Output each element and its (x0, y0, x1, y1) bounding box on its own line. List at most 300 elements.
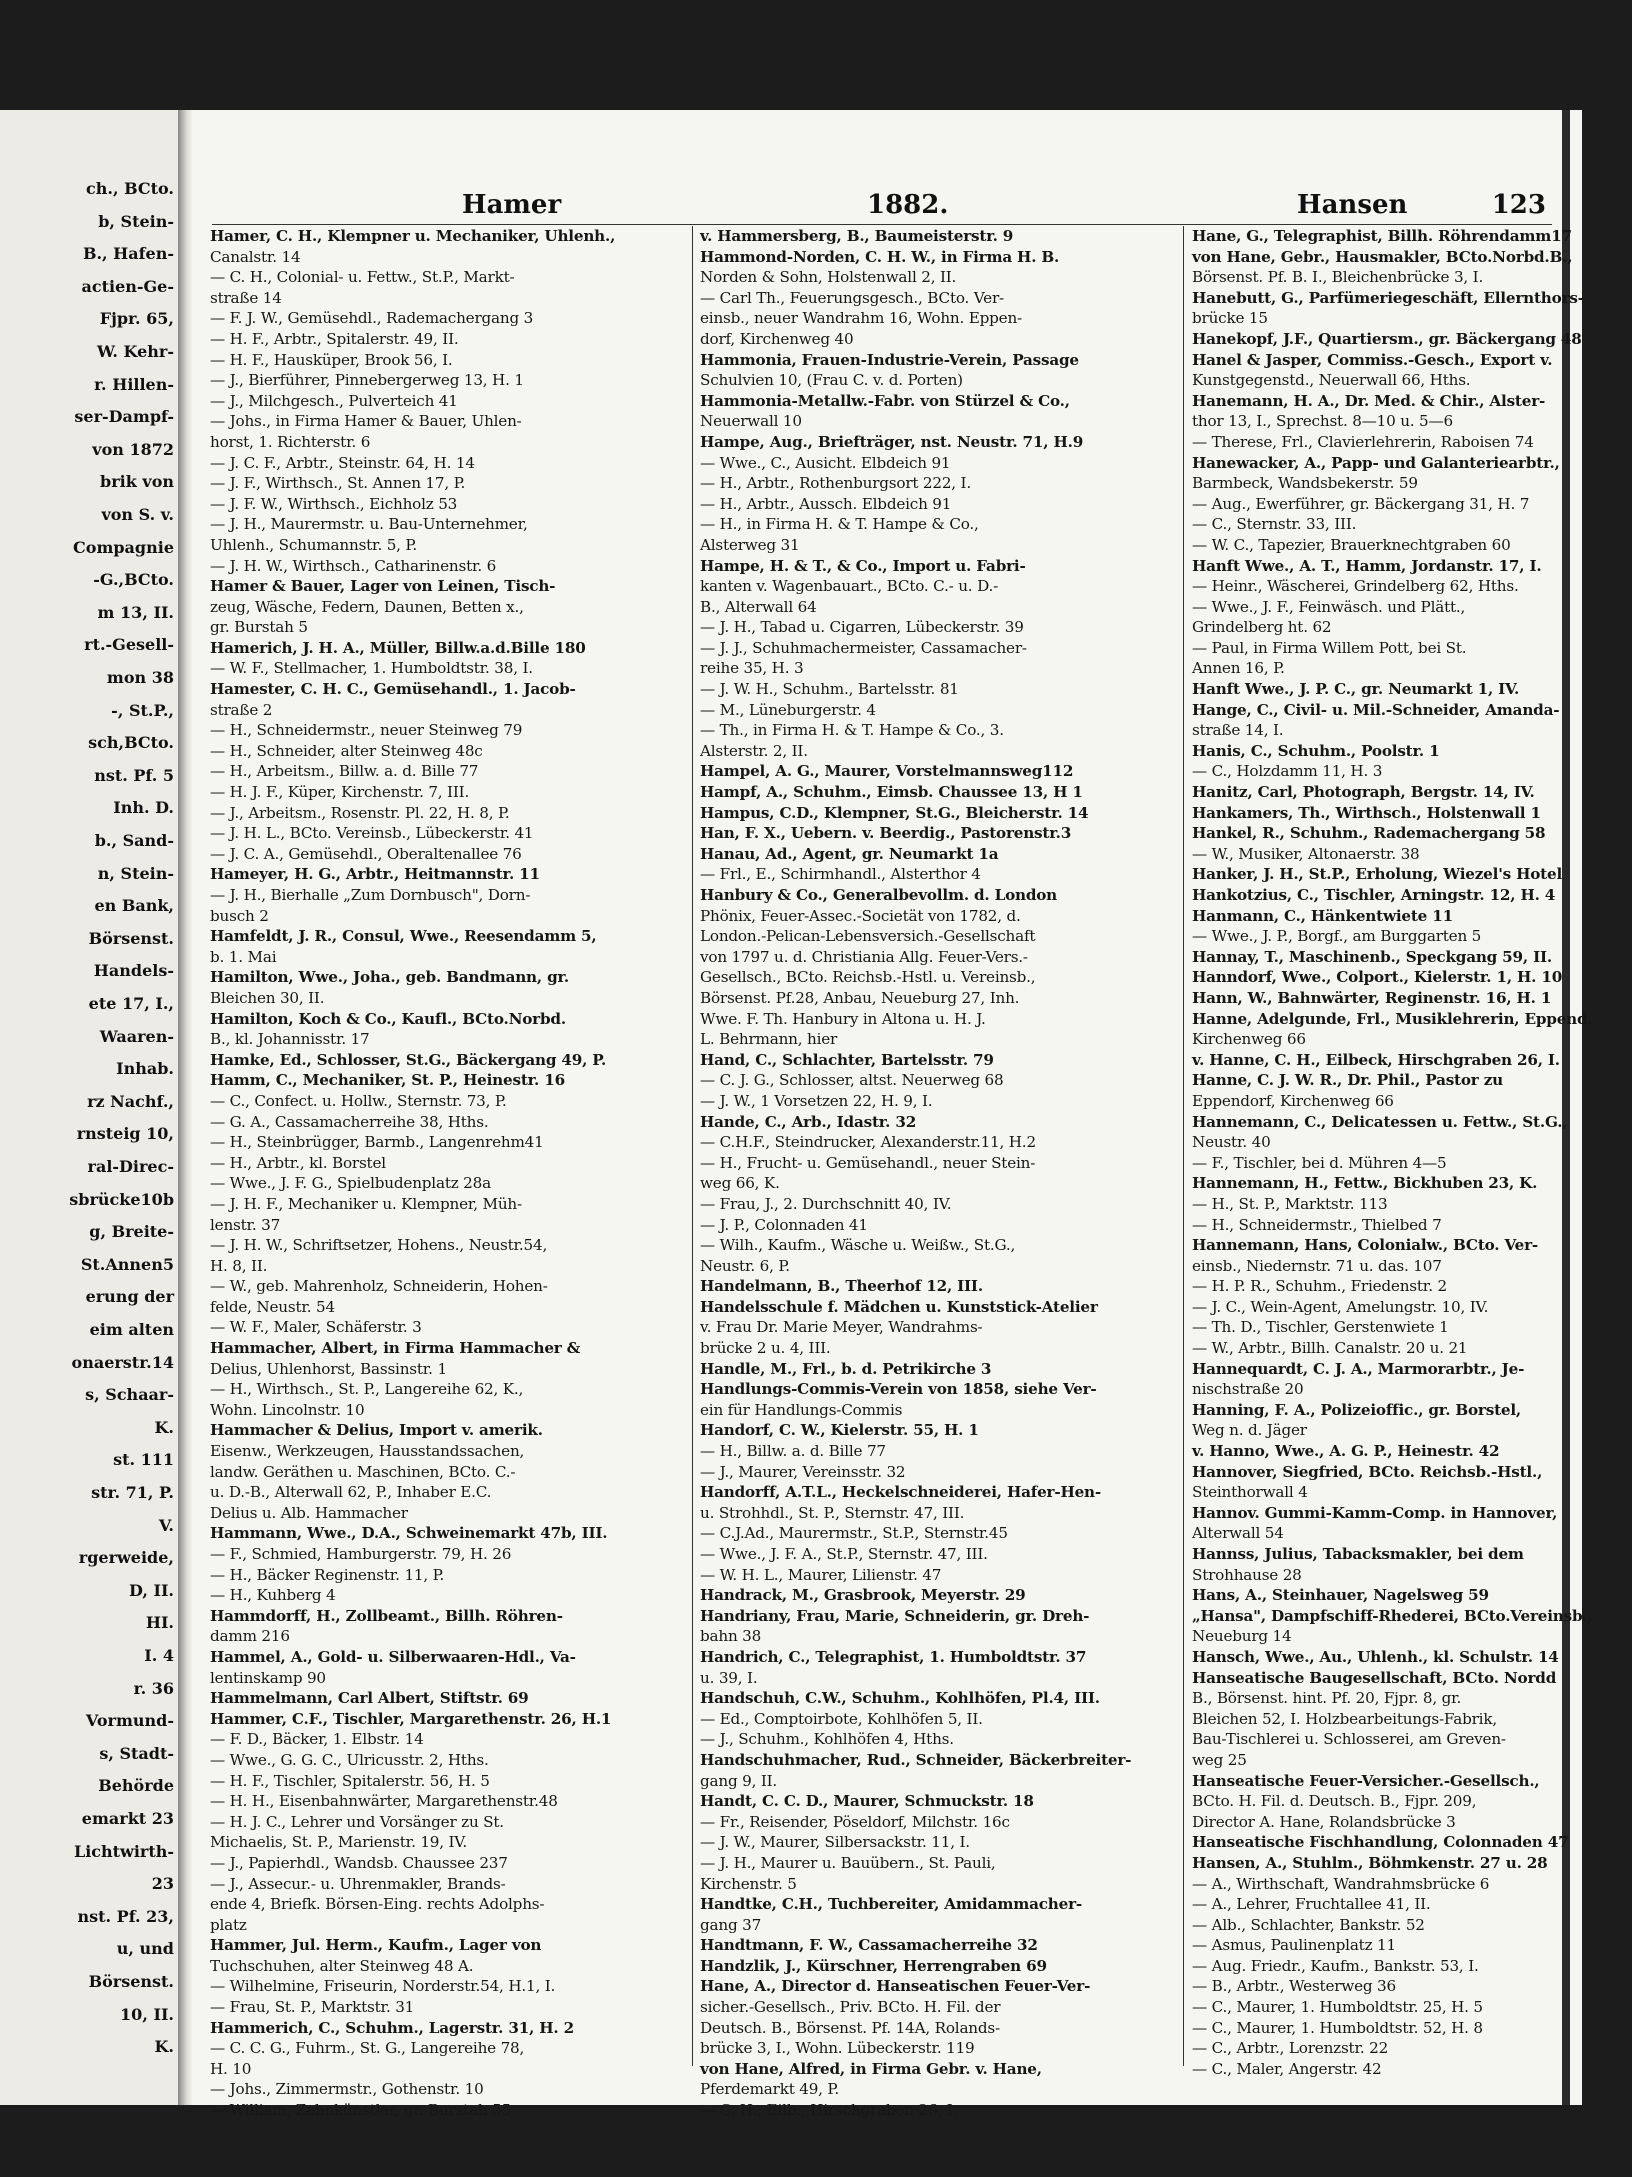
left-page-text-fragment: erung der (85, 1287, 174, 1307)
left-page-fragment (0, 110, 178, 2105)
directory-entry-line: Hamilton, Koch & Co., Kaufl., BCto.Norbd. (210, 1009, 566, 1028)
directory-entry-line: — Wilh., Kaufm., Wäsche u. Weißw., St.G., (700, 1236, 1016, 1255)
directory-entry-line: u. D.-B., Alterwall 62, P., Inhaber E.C. (210, 1483, 492, 1502)
directory-entry-line: — J. H. W., Wirthsch., Catharinenstr. 6 (210, 556, 497, 575)
directory-entry-line: — Wilhelmine, Friseurin, Norderstr.54, H.1, I. (210, 1977, 556, 1996)
directory-entry-line: B., kl. Johannisstr. 17 (210, 1030, 370, 1049)
left-page-text-fragment: nst. Pf. 5 (94, 765, 174, 785)
left-page-text-fragment: actien-Ge- (81, 276, 174, 296)
directory-entry-line: Alsterstr. 2, II. (700, 741, 808, 760)
directory-entry-line: — Wwe., J. F., Feinwäsch. und Plätt., (1192, 597, 1466, 616)
directory-entry-line: v. Frau Dr. Marie Meyer, Wandrahms- (700, 1318, 983, 1337)
directory-entry-line: Hammann, Wwe., D.A., Schweinemarkt 47b, III. (210, 1524, 608, 1543)
left-page-text-fragment: b, Stein- (98, 211, 174, 231)
left-page-text-fragment: Behörde (98, 1776, 174, 1796)
directory-entry-line: von Hane, Alfred, in Firma Gebr. v. Hane, (700, 2059, 1042, 2078)
directory-entry-line: — Ed., Comptoirbote, Kohlhöfen 5, II. (700, 1709, 983, 1728)
directory-entry-line: — C. H., Eilb., Hirschgraben 26, I. (700, 2101, 958, 2120)
directory-entry-line: — Frl., E., Schirmhandl., Alsterthor 4 (700, 865, 981, 884)
directory-entry-line: Hampe, Aug., Briefträger, nst. Neustr. 71, H.9 (700, 432, 1084, 451)
directory-entry-line: Bleichen 30, II. (210, 988, 325, 1007)
directory-entry-line: — W. C., Tapezier, Brauerknechtgraben 60 (1192, 535, 1511, 554)
directory-entry-line: Annen 16, P. (1192, 659, 1285, 678)
left-page-text-fragment: -G.,BCto. (93, 570, 174, 590)
left-page-text-fragment: W. Kehr- (96, 342, 174, 361)
directory-entry-line: Börsenst. Pf.28, Anbau, Neueburg 27, Inh. (700, 988, 1020, 1007)
directory-entry-line: — H., Arbtr., Rothenburgsort 222, I. (700, 474, 971, 493)
directory-entry-line: einsb., Niedernstr. 71 u. das. 107 (1192, 1256, 1442, 1275)
directory-entry-line: Hamke, Ed., Schlosser, St.G., Bäckergang 49, P. (210, 1050, 607, 1069)
left-page-text-fragment: ete 17, I., (88, 994, 174, 1013)
directory-entry-line: — J. W. H., Schuhm., Bartelsstr. 81 (700, 680, 959, 699)
directory-entry-line: — Frau, St. P., Marktstr. 31 (210, 1998, 415, 2017)
directory-entry-line: — Th., in Firma H. & T. Hampe & Co., 3. (700, 721, 1004, 740)
directory-entry-line: straße 14 (210, 288, 282, 307)
directory-entry-line: Alterwall 54 (1192, 1524, 1284, 1543)
directory-entry-line: Wwe. F. Th. Hanbury in Altona u. H. J. (700, 1009, 986, 1028)
directory-entry-line: Handrich, C., Telegraphist, 1. Humboldtstr. 37 (700, 1647, 1087, 1666)
directory-entry-line: Neustr. 40 (1192, 1133, 1271, 1152)
left-page-text-fragment: Börsenst. (88, 1972, 174, 1991)
directory-entry-line: von Hane, Gebr., Hausmakler, BCto.Norbd.B., (1192, 247, 1573, 266)
directory-entry-line: — Therese, Frl., Clavierlehrerin, Raboisen 74 (1192, 432, 1534, 451)
directory-entry-line: — F. J. W., Gemüsehdl., Rademachergang 3 (210, 309, 534, 328)
directory-entry-line: — J. H., Bierhalle „Zum Dornbusch", Dorn- (210, 886, 531, 904)
directory-entry-line: lentinskamp 90 (210, 1668, 326, 1687)
directory-entry-line: Hansen, A., Stuhlm., Böhmkenstr. 27 u. 28 (1192, 1853, 1548, 1872)
directory-entry-line: — W. F., Stellmacher, 1. Humboldtstr. 38, I. (210, 659, 533, 678)
left-page-text-fragment: nst. Pf. 23, (77, 1906, 174, 1926)
left-page-text-fragment: K. (154, 2037, 174, 2057)
directory-entry-line: Börsenst. Pf. B. I., Bleichenbrücke 3, I. (1192, 268, 1484, 287)
directory-entry-line: Hamer, C. H., Klempner u. Mechaniker, Uhlenh., (210, 227, 616, 245)
directory-entry-line: ein für Handlungs-Commis (700, 1400, 903, 1419)
left-page-text-fragment: st. 111 (113, 1450, 174, 1470)
directory-entry-line: — C., Holzdamm 11, H. 3 (1192, 762, 1383, 781)
left-page-text-fragment: en Bank, (94, 896, 174, 916)
left-page-text-fragment: ch., BCto. (86, 179, 174, 198)
directory-entry-line: Hannemann, Hans, Colonialw., BCto. Ver- (1192, 1236, 1539, 1255)
directory-entry-line: Hanseatische Fischhandlung, Colonnaden 47 (1192, 1833, 1569, 1852)
directory-entry-line: London.-Pelican-Lebensversich.-Gesellschaft (700, 927, 1036, 946)
directory-entry-line: Hankamers, Th., Wirthsch., Holstenwall 1 (1192, 803, 1541, 822)
directory-entry-line: — C., Arbtr., Lorenzstr. 22 (1192, 2039, 1389, 2058)
directory-entry-line: straße 2 (210, 700, 273, 719)
directory-entry-line: weg 25 (1192, 1750, 1247, 1769)
directory-entry-line: Hammacher, Albert, in Firma Hammacher & (210, 1339, 581, 1358)
left-page-text-fragment: s, Stadt- (99, 1743, 174, 1763)
directory-entry-line: Hanne, Adelgunde, Frl., Musiklehrerin, Eppend. (1192, 1009, 1593, 1028)
directory-entry-line: — J. H., Maurer u. Bauübern., St. Pauli, (700, 1853, 996, 1872)
directory-entry-line: Schulvien 10, (Frau C. v. d. Porten) (700, 371, 963, 390)
directory-entry-line: Hanning, F. A., Polizeioffic., gr. Borstel, (1192, 1400, 1522, 1419)
directory-entry-line: horst, 1. Richterstr. 6 (210, 432, 371, 451)
directory-entry-line: brücke 15 (1192, 309, 1268, 328)
directory-entry-line: — J. F., Wirthsch., St. Annen 17, P. (210, 474, 466, 493)
directory-entry-line: Handzlik, J., Kürschner, Herrengraben 69 (700, 1956, 1047, 1975)
directory-entry-line: Gesellsch., BCto. Reichsb.-Hstl. u. Vereinsb., (700, 968, 1036, 987)
directory-entry-line: — J., Assecur.- u. Uhrenmakler, Brands- (210, 1874, 506, 1893)
directory-entry-line: Director A. Hane, Rolandsbrücke 3 (1192, 1812, 1456, 1831)
left-page-text-fragment: St.Annen5 (80, 1254, 174, 1274)
directory-entry-line: Bau-Tischlerei u. Schlosserei, am Greven- (1192, 1730, 1506, 1749)
directory-entry-line: — Heinr., Wäscherei, Grindelberg 62, Hths. (1192, 577, 1519, 596)
left-page-text-fragment: g, Breite- (89, 1222, 174, 1242)
directory-entry-line: v. Hanne, C. H., Eilbeck, Hirschgraben 26, I. (1192, 1050, 1560, 1069)
directory-entry-line: Hannequardt, C. J. A., Marmorarbtr., Je- (1192, 1359, 1525, 1378)
directory-entry-line: Hammer, Jul. Herm., Kaufm., Lager von (210, 1936, 542, 1955)
directory-entry-line: — H., Arbtr., kl. Borstel (210, 1153, 386, 1172)
directory-entry-line: L. Behrmann, hier (700, 1030, 838, 1049)
directory-entry-line: Hammelmann, Carl Albert, Stiftstr. 69 (210, 1689, 529, 1708)
directory-entry-line: — H. J. C., Lehrer und Vorsänger zu St. (210, 1812, 504, 1831)
directory-entry-line: gang 9, II. (700, 1771, 778, 1790)
directory-entry-line: — C. J. G., Schlosser, altst. Neuerweg 68 (700, 1071, 1004, 1090)
directory-entry-line: — Wwe., J. F. G., Spielbudenplatz 28a (210, 1174, 491, 1193)
left-page-text-fragment: I. 4 (144, 1646, 174, 1665)
directory-entry-line: Michaelis, St. P., Marienstr. 19, IV. (210, 1833, 468, 1852)
directory-entry-line: landw. Geräthen u. Maschinen, BCto. C.- (210, 1462, 516, 1481)
directory-entry-line: Delius, Uhlenhorst, Bassinstr. 1 (210, 1359, 447, 1378)
directory-entry-line: straße 14, I. (1192, 721, 1284, 740)
directory-entry-line: — H. F., Arbtr., Spitalerstr. 49, II. (210, 329, 459, 348)
directory-entry-line: Hanmann, C., Hänkentwiete 11 (1192, 906, 1453, 925)
directory-entry-line: Handtmann, F. W., Cassamacherreihe 32 (700, 1936, 1038, 1955)
directory-entry-line: — Alb., Schlachter, Bankstr. 52 (1192, 1915, 1425, 1934)
directory-entry-line: Handschuh, C.W., Schuhm., Kohlhöfen, Pl.4, III. (700, 1689, 1100, 1708)
directory-entry-line: Hanft Wwe., J. P. C., gr. Neumarkt 1, IV. (1192, 680, 1520, 699)
left-page-text-fragment: von S. v. (101, 505, 174, 524)
directory-entry-line: — W., geb. Mahrenholz, Schneiderin, Hohen- (210, 1277, 548, 1296)
directory-entry-line: — J. H., Maurermstr. u. Bau-Unternehmer, (210, 515, 528, 534)
directory-entry-line: Hanis, C., Schuhm., Poolstr. 1 (1192, 741, 1440, 760)
left-page-text-fragment: b., Sand- (94, 831, 174, 850)
directory-entry-line: — Frau, J., 2. Durchschnitt 40, IV. (700, 1194, 952, 1213)
left-page-text-fragment: Waaren- (99, 1026, 174, 1046)
directory-entry-line: — H., Frucht- u. Gemüsehandl., neuer Stein- (700, 1153, 1036, 1172)
directory-entry-line: — H. P. R., Schuhm., Friedenstr. 2 (1192, 1277, 1447, 1296)
directory-entry-line: Hanseatische Feuer-Versicher.-Gesellsch., (1192, 1771, 1540, 1790)
directory-entry-line: Hann, W., Bahnwärter, Reginenstr. 16, H. 1 (1192, 988, 1552, 1007)
directory-entry-line: Hanne, C. J. W. R., Dr. Phil., Pastor zu (1192, 1071, 1503, 1090)
directory-entry-line: Neueburg 14 (1192, 1627, 1292, 1646)
directory-entry-line: Hampel, A. G., Maurer, Vorstelmannsweg112 (700, 762, 1074, 781)
directory-entry-line: BCto. H. Fil. d. Deutsch. B., Fjpr. 209, (1192, 1792, 1477, 1811)
directory-entry-line: Hanekopf, J.F., Quartiersm., gr. Bäckergang 48 (1192, 329, 1582, 348)
directory-entry-line: bahn 38 (700, 1627, 762, 1646)
directory-entry-line: — J. C. A., Gemüsehdl., Oberaltenallee 76 (210, 844, 522, 863)
directory-entry-line: — H., St. P., Marktstr. 113 (1192, 1194, 1388, 1213)
directory-entry-line: Hanel & Jasper, Commiss.-Gesch., Export v. (1192, 350, 1553, 369)
directory-entry-line: — J., Papierhdl., Wandsb. Chaussee 237 (210, 1853, 508, 1872)
directory-entry-line: — Wwe., J. P., Borgf., am Burggarten 5 (1192, 927, 1482, 946)
directory-entry-line: — Wwe., G. G. C., Ulricusstr. 2, Hths. (210, 1750, 489, 1769)
directory-entry-line: — H., Wirthsch., St. P., Langereihe 62, K., (210, 1380, 524, 1399)
directory-entry-line: Pferdemarkt 49, P. (700, 2080, 839, 2099)
directory-entry-line: „Hansa", Dampfschiff-Rhederei, BCto.Vereinsb., (1192, 1606, 1593, 1625)
directory-entry-line: — J. H. W., Schriftsetzer, Hohens., Neustr.54, (210, 1236, 548, 1255)
directory-column-2 (700, 226, 1140, 2120)
directory-entry-line: — J. P., Colonnaden 41 (700, 1215, 868, 1234)
directory-entry-line: — H. F., Tischler, Spitalerstr. 56, H. 5 (210, 1771, 490, 1790)
directory-entry-line: — Johs., Zimmermstr., Gothenstr. 10 (210, 2080, 484, 2099)
directory-entry-line: — Th. D., Tischler, Gerstenwiete 1 (1192, 1318, 1449, 1337)
directory-entry-line: — Aug. Friedr., Kaufm., Bankstr. 53, I. (1192, 1956, 1479, 1975)
header-left-word: Hamer (462, 190, 562, 220)
directory-entry-line: v. Hammersberg, B., Baumeisterstr. 9 (700, 227, 1014, 245)
directory-entry-line: — Paul, in Firma Willem Pott, bei St. (1192, 638, 1467, 657)
left-page-text-fragment: 23 (151, 1874, 174, 1894)
left-page-text-fragment: von 1872 (92, 439, 174, 459)
directory-entry-line: — J. J., Schuhmachermeister, Cassamacher- (700, 638, 1027, 657)
book-gutter (178, 110, 192, 2105)
directory-entry-line: Wohn. Lincolnstr. 10 (210, 1400, 365, 1419)
directory-entry-line: b. 1. Mai (210, 947, 277, 966)
directory-entry-line: — Wwe., J. F. A., St.P., Sternstr. 47, III. (700, 1545, 988, 1563)
directory-entry-line: — C.H.F., Steindrucker, Alexanderstr.11, H.2 (700, 1133, 1036, 1152)
left-page-text-fragment: Inhab. (116, 1059, 174, 1079)
directory-entry-line: — Carl Th., Feuerungsgesch., BCto. Ver- (700, 288, 1004, 307)
directory-entry-line: H. 10 (210, 2059, 252, 2078)
directory-entry-line: einsb., neuer Wandrahm 16, Wohn. Eppen- (700, 309, 1022, 328)
left-page-text-fragment: s, Schaar- (85, 1385, 174, 1405)
left-page-text-fragment: -, St.P., (111, 700, 174, 720)
directory-entry-line: — M., Lüneburgerstr. 4 (700, 700, 876, 719)
directory-entry-line: Handt, C. C. D., Maurer, Schmuckstr. 18 (700, 1792, 1034, 1811)
left-page-text-fragment: emarkt 23 (81, 1809, 174, 1828)
directory-entry-line: Kirchenweg 66 (1192, 1030, 1306, 1049)
left-page-text-fragment: m 13, II. (97, 602, 174, 622)
directory-entry-line: u. 39, I. (700, 1668, 758, 1687)
directory-entry-line: zeug, Wäsche, Federn, Daunen, Betten x., (210, 597, 524, 616)
directory-entry-line: Hamm, C., Mechaniker, St. P., Heinestr. 16 (210, 1071, 565, 1090)
directory-entry-line: Neuerwall 10 (700, 412, 802, 431)
directory-entry-line: — H., in Firma H. & T. Hampe & Co., (700, 515, 979, 534)
left-page-text-fragment: D, II. (129, 1580, 174, 1600)
directory-entry-line: Handorff, A.T.L., Heckelschneiderei, Hafer-Hen- (700, 1483, 1102, 1502)
left-page-text-fragment: eim alten (89, 1320, 174, 1339)
directory-entry-line: Grindelberg ht. 62 (1192, 618, 1332, 637)
left-page-text-fragment: ral-Direc- (87, 1157, 174, 1176)
directory-entry-line: Hannemann, C., Delicatessen u. Fettw., St.G., (1192, 1112, 1568, 1131)
directory-entry-line: kanten v. Wagenbauart., BCto. C.- u. D.- (700, 577, 999, 596)
left-page-text-fragment: u, und (116, 1939, 174, 1959)
directory-column-3 (1192, 226, 1632, 2076)
directory-entry-line: H. 8, II. (210, 1256, 268, 1275)
directory-entry-line: sicher.-Gesellsch., Priv. BCto. H. Fil. der (700, 1998, 1001, 2017)
column-divider (692, 226, 693, 2066)
directory-entry-line: Hans, A., Steinhauer, Nagelsweg 59 (1192, 1586, 1489, 1605)
directory-entry-line: Hange, C., Civil- u. Mil.-Schneider, Amanda- (1192, 700, 1560, 719)
directory-entry-line: Hanseatische Baugesellschaft, BCto. Nordd (1192, 1668, 1557, 1687)
directory-entry-line: Hammacher & Delius, Import v. amerik. (210, 1421, 543, 1440)
directory-entry-line: brücke 2 u. 4, III. (700, 1339, 831, 1358)
directory-entry-line: Kunstgegenstd., Neuerwall 66, Hths. (1192, 371, 1471, 390)
directory-entry-line: Phönix, Feuer-Assec.-Societät von 1782, d. (700, 906, 1021, 925)
directory-entry-line: weg 66, K. (700, 1174, 780, 1193)
directory-entry-line: — J. W., 1 Vorsetzen 22, H. 9, I. (700, 1091, 933, 1110)
directory-entry-line: Barmbeck, Wandsbekerstr. 59 (1192, 474, 1418, 493)
header-year: 1882. (867, 190, 949, 220)
directory-entry-line: — H. H., Eisenbahnwärter, Margarethenstr.48 (210, 1792, 558, 1811)
directory-entry-line: nischstraße 20 (1192, 1380, 1304, 1399)
directory-entry-line: u. Strohhdl., St. P., Sternstr. 47, III. (700, 1503, 965, 1522)
directory-entry-line: von 1797 u. d. Christiania Allg. Feuer-Vers.- (700, 947, 1028, 966)
directory-entry-line: Hanbury & Co., Generalbevollm. d. London (700, 886, 1058, 904)
directory-entry-line: — W., Arbtr., Billh. Canalstr. 20 u. 21 (1192, 1339, 1468, 1358)
directory-entry-line: — J., Bierführer, Pinnebergerweg 13, H. 1 (210, 371, 524, 390)
directory-entry-line: Hammer, C.F., Tischler, Margarethenstr. 26, H.1 (210, 1709, 612, 1728)
left-page-text-fragment: sbrücke10b (69, 1189, 174, 1209)
directory-entry-line: Tuchschuhen, alter Steinweg 48 A. (210, 1956, 474, 1975)
directory-page (192, 110, 1593, 2120)
directory-entry-line: Hamilton, Wwe., Joha., geb. Bandmann, gr. (210, 968, 569, 987)
directory-entry-line: — W., Musiker, Altonaerstr. 38 (1192, 844, 1420, 863)
directory-entry-line: Hannemann, H., Fettw., Bickhuben 23, K. (1192, 1174, 1538, 1193)
directory-entry-line: Hammerich, C., Schuhm., Lagerstr. 31, H. 2 (210, 2018, 574, 2037)
directory-entry-line: gr. Burstah 5 (210, 618, 308, 637)
directory-entry-line: Handelmann, B., Theerhof 12, III. (700, 1277, 983, 1296)
directory-entry-line: Norden & Sohn, Holstenwall 2, II. (700, 268, 957, 287)
directory-entry-line: thor 13, I., Sprechst. 8—10 u. 5—6 (1192, 412, 1453, 431)
directory-entry-line: — J., Maurer, Vereinsstr. 32 (700, 1462, 906, 1481)
directory-entry-line: — C., Sternstr. 33, III. (1192, 515, 1357, 534)
directory-entry-line: Neustr. 6, P. (700, 1256, 790, 1275)
directory-entry-line: Hanndorf, Wwe., Colport., Kielerstr. 1, H. 10 (1192, 968, 1563, 987)
directory-entry-line: Hammdorff, H., Zollbeamt., Billh. Röhren- (210, 1606, 563, 1625)
directory-entry-line: Handtke, C.H., Tuchbereiter, Amidammacher- (700, 1895, 1082, 1914)
directory-entry-line: gang 37 (700, 1915, 762, 1934)
directory-entry-line: — C.J.Ad., Maurermstr., St.P., Sternstr.45 (700, 1524, 1008, 1543)
directory-entry-line: Hanitz, Carl, Photograph, Bergstr. 14, IV. (1192, 783, 1535, 802)
directory-entry-line: lenstr. 37 (210, 1215, 281, 1234)
directory-entry-line: Hanft Wwe., A. T., Hamm, Jordanstr. 17, I. (1192, 556, 1542, 575)
directory-entry-line: — Wwe., C., Ausicht. Elbdeich 91 (700, 453, 951, 472)
directory-entry-line: — H., Billw. a. d. Bille 77 (700, 1442, 886, 1461)
directory-entry-line: brücke 3, I., Wohn. Lübeckerstr. 119 (700, 2039, 975, 2058)
left-page-text-fragment: Fjpr. 65, (99, 309, 174, 329)
directory-entry-line: — J. F. W., Wirthsch., Eichholz 53 (210, 494, 458, 513)
directory-entry-line: Hamerich, J. H. A., Müller, Billw.a.d.Bille 180 (210, 638, 586, 657)
directory-entry-line: Hannss, Julius, Tabacksmakler, bei dem (1192, 1545, 1524, 1563)
directory-column-1 (210, 226, 650, 2120)
directory-entry-line: Hanker, J. H., St.P., Erholung, Wiezel's Hotel (1192, 865, 1563, 884)
directory-entry-line: Handelsschule f. Mädchen u. Kunststick-Atelier (700, 1297, 1098, 1316)
directory-entry-line: Steinthorwall 4 (1192, 1483, 1308, 1502)
directory-entry-line: dorf, Kirchenweg 40 (700, 329, 854, 348)
directory-entry-line: — H., Kuhberg 4 (210, 1586, 336, 1605)
directory-entry-line: — J. H. L., BCto. Vereinsb., Lübeckerstr. 41 (210, 824, 534, 843)
left-page-text-fragment: B., Hafen- (82, 244, 174, 264)
directory-entry-line: — J., Arbeitsm., Rosenstr. Pl. 22, H. 8, P. (210, 803, 510, 822)
directory-entry-line: — J. C. F., Arbtr., Steinstr. 64, H. 14 (210, 453, 475, 472)
directory-entry-line: — H., Arbtr., Aussch. Elbdeich 91 (700, 494, 952, 513)
directory-entry-line: busch 2 (210, 906, 269, 925)
directory-entry-line: Hamester, C. H. C., Gemüsehandl., 1. Jacob- (210, 680, 576, 699)
left-page-text-fragment: ser-Dampf- (74, 407, 174, 427)
directory-entry-line: Hanau, Ad., Agent, gr. Neumarkt 1a (700, 844, 999, 863)
directory-entry-line: — H. F., Hausküper, Brook 56, I. (210, 350, 453, 369)
directory-entry-line: — Fr., Reisender, Pöseldorf, Milchstr. 16c (700, 1812, 1010, 1831)
directory-entry-line: Hamer & Bauer, Lager von Leinen, Tisch- (210, 577, 556, 596)
directory-entry-line: Strohhause 28 (1192, 1565, 1302, 1584)
directory-entry-line: — Johs., in Firma Hamer & Bauer, Uhlen- (210, 412, 522, 431)
directory-entry-line: — Aug., Ewerführer, gr. Bäckergang 31, H. 7 (1192, 494, 1530, 513)
directory-entry-line: — J., Schuhm., Kohlhöfen 4, Hths. (700, 1730, 954, 1749)
directory-entry-line: Handriany, Frau, Marie, Schneiderin, gr. Dreh- (700, 1606, 1090, 1625)
directory-entry-line: Eisenw., Werkzeugen, Hausstandssachen, (210, 1442, 525, 1461)
directory-entry-line: Uhlenh., Schumannstr. 5, P. (210, 535, 417, 554)
left-page-text-fragment: Lichtwirth- (73, 1841, 174, 1861)
left-page-text-fragment: Vormund- (85, 1711, 174, 1731)
directory-entry-line: Kirchenstr. 5 (700, 1874, 797, 1893)
directory-entry-line: Hane, A., Director d. Hanseatischen Feuer-Ver- (700, 1977, 1091, 1996)
left-page-text-fragment: r. Hillen- (94, 374, 174, 394)
directory-entry-line: Hannay, T., Maschinenb., Speckgang 59, II. (1192, 947, 1552, 966)
directory-entry-line: — J., Milchgesch., Pulverteich 41 (210, 391, 458, 410)
directory-entry-line: Hankel, R., Schuhm., Rademachergang 58 (1192, 824, 1546, 843)
directory-entry-line: — Asmus, Paulinenplatz 11 (1192, 1936, 1396, 1955)
directory-entry-line: Hampe, H. & T., & Co., Import u. Fabri- (700, 556, 1026, 575)
directory-entry-line: — H., Steinbrügger, Barmb., Langenrehm41 (210, 1133, 544, 1152)
directory-entry-line: — C., Maurer, 1. Humboldtstr. 25, H. 5 (1192, 1998, 1483, 2017)
directory-entry-line: — William, Zahnkünstler, gr. Burstah 55 (210, 2101, 512, 2120)
left-page-text-fragment: Börsenst. (88, 928, 174, 948)
directory-entry-line: v. Hanno, Wwe., A. G. P., Heinestr. 42 (1192, 1442, 1500, 1461)
directory-entry-line: — A., Lehrer, Fruchtallee 41, II. (1192, 1895, 1431, 1914)
directory-entry-line: felde, Neustr. 54 (210, 1297, 335, 1316)
left-page-text-fragment: rnsteig 10, (76, 1124, 174, 1144)
directory-entry-line: Hannov. Gummi-Kamm-Comp. in Hannover, (1192, 1503, 1558, 1522)
directory-entry-line: Deutsch. B., Börsenst. Pf. 14A, Rolands- (700, 2018, 1000, 2037)
directory-entry-line: Hankotzius, C., Tischler, Arningstr. 12, H. 4 (1192, 886, 1556, 904)
left-page-text-fragment: Compagnie (73, 537, 174, 557)
directory-entry-line: Eppendorf, Kirchenweg 66 (1192, 1091, 1394, 1110)
left-page-text-fragment: rz Nachf., (87, 1091, 174, 1111)
left-page-text-fragment: onaerstr.14 (71, 1352, 174, 1372)
directory-entry-line: Hammel, A., Gold- u. Silberwaaren-Hdl., Va- (210, 1647, 576, 1666)
directory-entry-line: Hane, G., Telegraphist, Billh. Röhrendamm17 (1192, 227, 1572, 245)
directory-entry-line: — F. D., Bäcker, 1. Elbstr. 14 (210, 1730, 424, 1749)
directory-entry-line: reihe 35, H. 3 (700, 659, 804, 678)
left-page-text-fragment: 10, II. (120, 2004, 174, 2024)
left-page-text-fragment: HI. (145, 1613, 174, 1633)
directory-entry-line: B., Alterwall 64 (700, 597, 817, 616)
directory-entry-line: Alsterweg 31 (700, 535, 800, 554)
directory-entry-line: Delius u. Alb. Hammacher (210, 1503, 408, 1522)
directory-entry-line: Hammonia, Frauen-Industrie-Verein, Passage (700, 350, 1079, 369)
directory-entry-line: Han, F. X., Uebern. v. Beerdig., Pastorenstr.3 (700, 824, 1072, 843)
directory-entry-line: — J. C., Wein-Agent, Amelungstr. 10, IV. (1192, 1297, 1489, 1316)
directory-entry-line: Bleichen 52, I. Holzbearbeitungs-Fabrik, (1192, 1709, 1497, 1728)
page-header (212, 190, 1552, 225)
header-right-word: Hansen (1297, 190, 1408, 220)
directory-entry-line: — G. A., Cassamacherreihe 38, Hths. (210, 1112, 489, 1131)
directory-entry-line: — C., Maurer, 1. Humboldtstr. 52, H. 8 (1192, 2018, 1483, 2037)
directory-entry-line: — A., Wirthschaft, Wandrahmsbrücke 6 (1192, 1874, 1490, 1893)
left-page-text-fragment: n, Stein- (97, 863, 174, 883)
page-number: 123 (1491, 190, 1546, 220)
directory-entry-line: Hamfeldt, J. R., Consul, Wwe., Reesendamm 5, (210, 927, 597, 946)
directory-entry-line: B., Börsenst. hint. Pf. 20, Fjpr. 8, gr. (1192, 1689, 1462, 1708)
directory-entry-line: Hammonia-Metallw.-Fabr. von Stürzel & Co., (700, 391, 1070, 410)
directory-entry-line: — C., Maler, Angerstr. 42 (1192, 2059, 1382, 2078)
directory-entry-line: Hande, C., Arb., Idastr. 32 (700, 1112, 917, 1131)
directory-entry-line: Hammond-Norden, C. H. W., in Firma H. B. (700, 247, 1060, 266)
directory-entry-line: Weg n. d. Jäger (1192, 1421, 1307, 1440)
directory-entry-line: Handrack, M., Grasbrook, Meyerstr. 29 (700, 1586, 1026, 1605)
directory-entry-line: — F., Tischler, bei d. Mühren 4—5 (1192, 1153, 1447, 1172)
